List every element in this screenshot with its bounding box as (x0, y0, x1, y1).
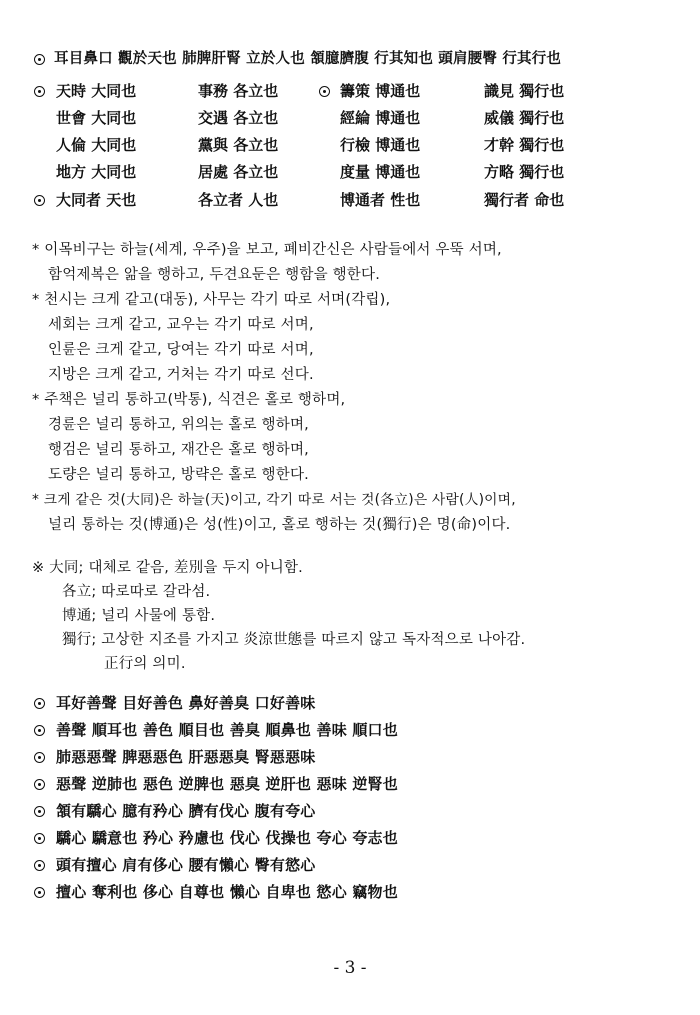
bullet-icon (34, 698, 45, 709)
korean-note-line: * 이목비구는 하늘(세계, 우주)을 보고, 폐비간신은 사람들에서 우뚝 서며, (32, 242, 502, 258)
korean-note-line: 도량은 널리 통하고, 방략은 홀로 행한다. (48, 467, 309, 483)
bullet-icon (34, 860, 45, 871)
bottom-line: 擅心 奪利也 侈心 自尊也 懶心 自卑也 慾心 竊物也 (56, 883, 398, 901)
bottom-line: 頷有驕心 臆有矜心 臍有伐心 腹有夸心 (56, 802, 316, 820)
bullet-icon (34, 725, 45, 736)
bottom-line: 頭有擅心 肩有侈心 腰有懶心 臀有慾心 (56, 856, 316, 874)
bullet-icon (34, 195, 45, 206)
bottom-line: 驕心 驕意也 矜心 矜慮也 伐心 伐操也 夸心 夸志也 (56, 829, 398, 847)
bullet-icon (34, 833, 45, 844)
table-cell: 黨與 各立也 (198, 136, 279, 154)
summary-cell: 博通者 性也 (340, 191, 421, 209)
korean-note-line: * 주책은 널리 통하고(박통), 식견은 홀로 행하며, (32, 392, 346, 408)
definition-line: 獨行; 고상한 지조를 가지고 炎涼世態를 따르지 않고 독자적으로 나아감. (62, 632, 526, 648)
table-cell: 人倫 大同也 (56, 136, 137, 154)
top-line: 耳目鼻口 觀於天也 肺脾肝腎 立於人也 頷臆臍腹 行其知也 頭肩腰臀 行其行也 (54, 50, 562, 67)
bottom-line: 善聲 順耳也 善色 順目也 善臭 順鼻也 善味 順口也 (56, 721, 398, 739)
bullet-icon (34, 752, 45, 763)
table-cell: 度量 博通也 (340, 163, 421, 181)
summary-cell: 獨行者 命也 (484, 191, 565, 209)
bullet-icon (319, 86, 330, 97)
bottom-line: 耳好善聲 目好善色 鼻好善臭 口好善味 (56, 694, 316, 712)
korean-note-line: 지방은 크게 같고, 거처는 각기 따로 선다. (48, 367, 314, 383)
korean-note-line: 경륜은 널리 통하고, 위의는 홀로 행하며, (48, 417, 309, 433)
korean-note-line: * 천시는 크게 같고(대동), 사무는 각기 따로 서며(각립), (32, 292, 391, 308)
table-cell: 威儀 獨行也 (484, 109, 565, 127)
table-cell: 方略 獨行也 (484, 163, 565, 181)
korean-note-line: 행검은 널리 통하고, 재간은 홀로 행하며, (48, 442, 309, 458)
table-cell: 識見 獨行也 (484, 82, 565, 100)
definition-line: 博通; 널리 사물에 통함. (62, 608, 216, 624)
definition-line: ※ 大同; 대체로 같음, 差別을 두지 아니함. (32, 560, 303, 576)
table-cell: 才幹 獨行也 (484, 136, 565, 154)
summary-cell: 大同者 天也 (56, 191, 137, 209)
table-cell: 籌策 博通也 (340, 82, 421, 100)
table-cell: 世會 大同也 (56, 109, 137, 127)
table-cell: 經綸 博通也 (340, 109, 421, 127)
korean-note-line: 인륜은 크게 같고, 당여는 각기 따로 서며, (48, 342, 314, 358)
table-cell: 行檢 博通也 (340, 136, 421, 154)
definition-line: 各立; 따로따로 갈라섬. (62, 584, 211, 600)
bullet-icon (34, 887, 45, 898)
table-cell: 事務 各立也 (198, 82, 279, 100)
bullet-icon (34, 779, 45, 790)
korean-note-line: 세회는 크게 같고, 교우는 각기 따로 서며, (48, 317, 314, 333)
table-cell: 交遇 各立也 (198, 109, 279, 127)
table-cell: 居處 各立也 (198, 163, 279, 181)
bullet-icon (34, 54, 45, 65)
table-cell: 天時 大同也 (56, 82, 137, 100)
bottom-line: 肺惡惡聲 脾惡惡色 肝惡惡臭 腎惡惡味 (56, 748, 316, 766)
page-number: - 3 - (333, 958, 367, 978)
bottom-line: 惡聲 逆肺也 惡色 逆脾也 惡臭 逆肝也 惡味 逆腎也 (56, 775, 398, 793)
korean-note-line: * 크게 같은 것(大同)은 하늘(天)이고, 각기 따로 서는 것(各立)은 사람(人)이며, (32, 492, 516, 508)
bullet-icon (34, 806, 45, 817)
table-cell: 地方 大同也 (56, 163, 137, 181)
summary-cell: 各立者 人也 (198, 191, 279, 209)
korean-note-line: 함억제복은 앎을 행하고, 두견요둔은 행함을 행한다. (48, 267, 381, 283)
bullet-icon (34, 86, 45, 97)
definition-line: 正行의 의미. (104, 656, 186, 672)
korean-note-line: 널리 통하는 것(博通)은 성(性)이고, 홀로 행하는 것(獨行)은 명(命)이다. (48, 517, 511, 533)
